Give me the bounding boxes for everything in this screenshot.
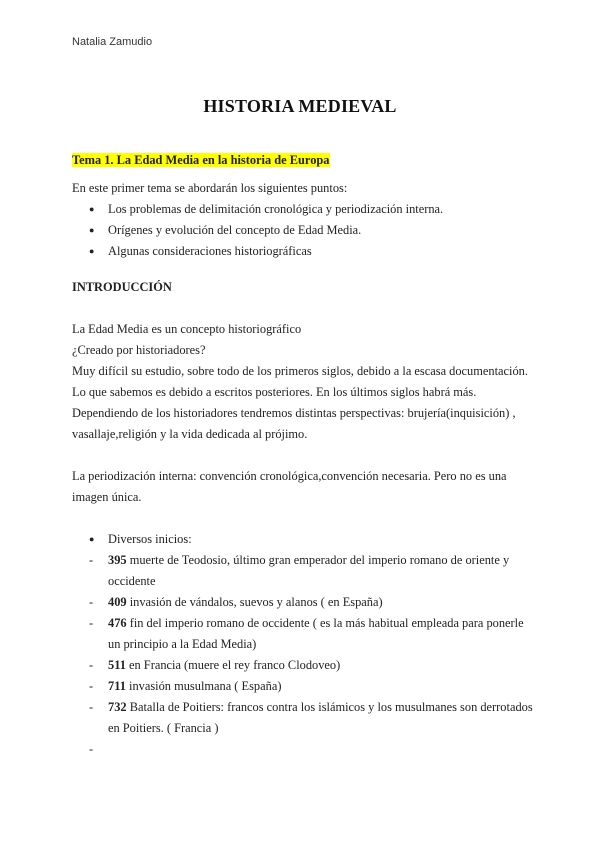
section-heading: INTRODUCCIÓN bbox=[72, 280, 172, 294]
event-text: muerte de Teodosio, último gran emperador del imperio romano de oriente y occidente bbox=[108, 553, 510, 588]
page-title: HISTORIA MEDIEVAL bbox=[203, 96, 397, 116]
event-year: 395 bbox=[108, 553, 127, 567]
event-text: invasión de vándalos, suevos y alanos ( en España) bbox=[126, 595, 383, 609]
event-item bbox=[72, 613, 534, 655]
point-item: ● Los problemas de delimitación cronológica y periodización interna. bbox=[72, 199, 534, 220]
event-item bbox=[72, 655, 534, 676]
points-list bbox=[72, 199, 534, 262]
event-item bbox=[72, 697, 534, 739]
event-item bbox=[72, 592, 534, 613]
paragraph-line: La Edad Media es un concepto historiográfico bbox=[72, 322, 302, 336]
point-item: ● Orígenes y evolución del concepto de Edad Media. bbox=[72, 220, 534, 241]
point-item: ● Algunas consideraciones historiográficas bbox=[72, 241, 534, 262]
events-list bbox=[72, 550, 534, 760]
inicios-item: ● Diversos inicios: bbox=[72, 529, 534, 550]
event-text: en Francia (muere el rey franco Clodoveo) bbox=[125, 658, 341, 672]
event-item bbox=[72, 676, 534, 697]
document-body bbox=[72, 150, 534, 760]
paragraph-line: Muy difícil su estudio, sobre todo de los primeros siglos, debido a la escasa documentación. bbox=[72, 364, 528, 378]
event-item-empty bbox=[72, 739, 534, 760]
event-year: 511 bbox=[108, 658, 126, 672]
inicios-list bbox=[72, 529, 534, 550]
intro-text: En este primer tema se abordarán los siguientes puntos: bbox=[72, 181, 348, 195]
topic-heading bbox=[72, 150, 534, 171]
paragraph-line: ¿Creado por historiadores? bbox=[72, 343, 206, 357]
event-year: 732 bbox=[108, 700, 127, 714]
event-text: Batalla de Poitiers: francos contra los islámicos y los musulmanes son derrotados en Poitiers. ( Francia ) bbox=[108, 700, 533, 735]
paragraph-line: Lo que sabemos es debido a escritos posteriores. En los últimos siglos habrá más. bbox=[72, 385, 477, 399]
event-year: 476 bbox=[108, 616, 127, 630]
event-text: fin del imperio romano de occidente ( es la más habitual empleada para ponerle un principio a la Edad Media) bbox=[108, 616, 524, 651]
periodization-paragraph: La periodización interna: convención cronológica,convención necesaria. Pero no es una imagen única. bbox=[72, 469, 507, 504]
topic-highlight: Tema 1. La Edad Media en la historia de Europa bbox=[72, 153, 330, 167]
header-author: Natalia Zamudio bbox=[72, 36, 153, 48]
paragraph-line: Dependiendo de los historiadores tendremos distintas perspectivas: brujería(inquisición) , vasallaje,religión y la vida dedicada al prójimo. bbox=[72, 406, 516, 441]
event-year: 409 bbox=[108, 595, 127, 609]
event-item bbox=[72, 550, 534, 592]
event-year: 711 bbox=[108, 679, 126, 693]
event-text: invasión musulmana ( España) bbox=[125, 679, 282, 693]
